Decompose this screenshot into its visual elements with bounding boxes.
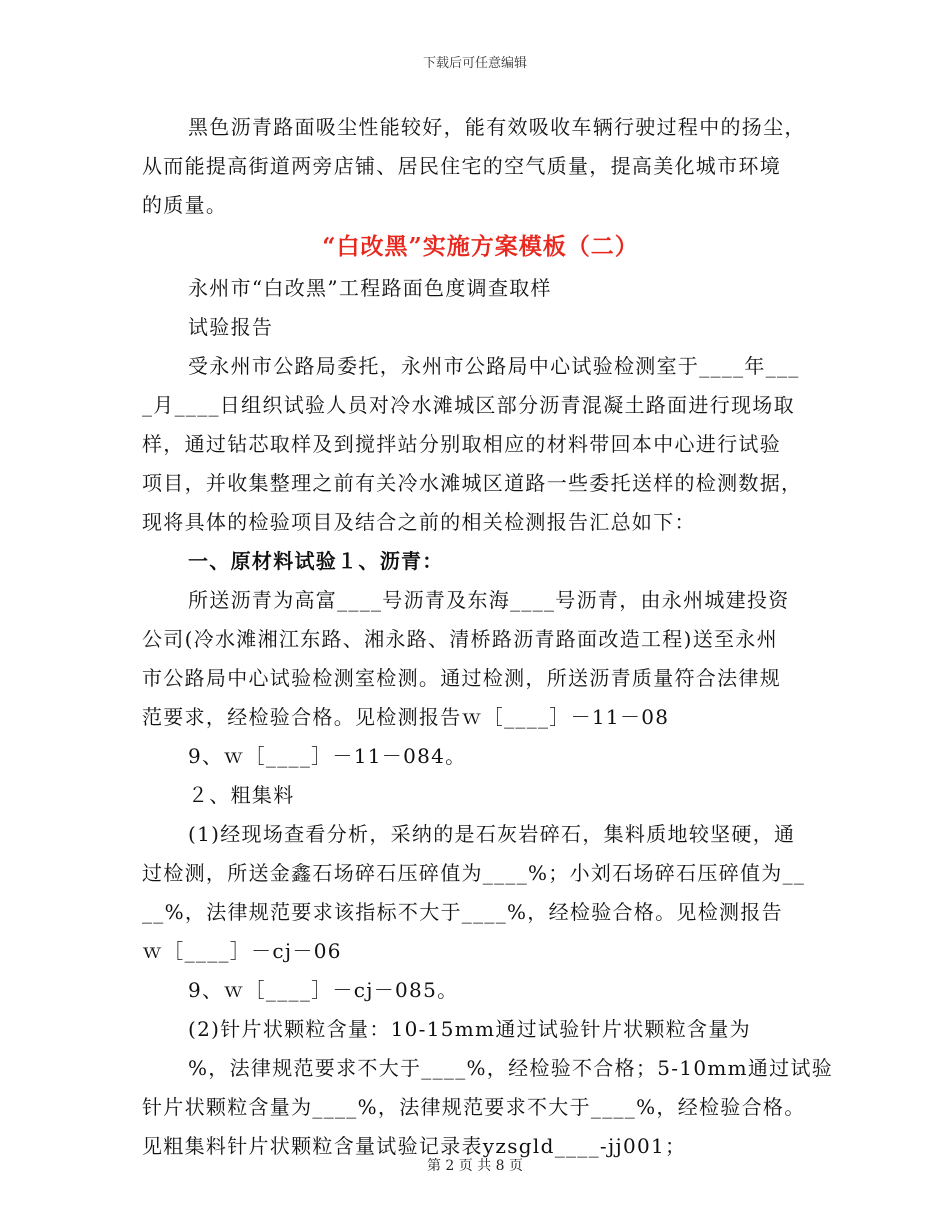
text-line: 黑色沥青路面吸尘性能较好，能有效吸收车辆行驶过程中的扬尘， — [188, 115, 806, 139]
paragraph-block-report — [142, 269, 834, 1166]
text-line: 市公路局中心试验检测室检测。通过检测，所送沥青质量符合法律规 — [142, 666, 781, 690]
text-line: 样，通过钻芯取样及到搅拌站分别取相应的材料带回本中心进行试验 — [142, 432, 781, 456]
text-line: 9、ｗ［____］－11－084。 — [188, 744, 467, 768]
text-line: (1)经现场查看分析，采纳的是石灰岩碎石，集料质地较坚硬，通 — [188, 822, 796, 846]
text-line: 范要求，经检验合格。见检测报告ｗ［____］－11－08 — [142, 705, 670, 729]
text-line: 永州市“白改黑”工程路面色度调查取样 — [188, 276, 552, 300]
text-line: ２、粗集料 — [188, 783, 295, 807]
text-line: 从而能提高街道两旁店铺、居民住宅的空气质量，提高美化城市环境 — [142, 154, 781, 178]
text-line: 试验报告 — [188, 315, 274, 339]
document-title: “白改黑”实施方案模板（二） — [322, 233, 639, 260]
text-line: 项目，并收集整理之前有关冷水滩城区道路一些委托送样的检测数据， — [142, 471, 803, 495]
text-line: __%，法律规范要求该指标不大于____%，经检验合格。见检测报告 — [142, 900, 783, 924]
page-footer: 第 2 页 共 8 页 — [426, 1158, 524, 1174]
text-line: 公司(冷水滩湘江东路、湘永路、清桥路沥青路面改造工程)送至永州 — [142, 627, 778, 651]
text-line: 一、原材料试验１、沥青： — [188, 549, 444, 573]
text-line: ｗ［____］－cj－06 — [142, 939, 342, 963]
text-line: 的质量。 — [142, 193, 228, 217]
document-body — [142, 108, 834, 1166]
text-line: _月____日组织试验人员对冷水滩城区部分沥青混凝土路面进行现场取 — [142, 393, 795, 417]
page-header: 下载后可任意编辑 — [422, 56, 527, 71]
text-line: 现将具体的检验项目及结合之前的相关检测报告汇总如下： — [142, 510, 696, 534]
text-line: 受永州市公路局委托，永州市公路局中心试验检测室于____年___ — [188, 354, 800, 378]
paragraph-block-intro — [142, 108, 807, 225]
text-line: %，法律规范要求不大于____%，经检验不合格；5-10mm通过试验 — [188, 1056, 834, 1080]
text-line: 见粗集料针片状颗粒含量试验记录表yzsgld____-jj001； — [142, 1134, 687, 1158]
text-line: 9、ｗ［____］－cj－085。 — [188, 978, 459, 1002]
text-line: 过检测，所送金鑫石场碎石压碎值为____%；小刘石场碎石压碎值为__ — [142, 861, 806, 885]
text-line: (2)针片状颗粒含量：10-15mm通过试验针片状颗粒含量为 — [188, 1017, 751, 1041]
text-line: 所送沥青为高富____号沥青及东海____号沥青，由永州城建投资 — [188, 588, 790, 612]
text-line: 针片状颗粒含量为____%，法律规范要求不大于____%，经检验合格。 — [142, 1095, 806, 1119]
